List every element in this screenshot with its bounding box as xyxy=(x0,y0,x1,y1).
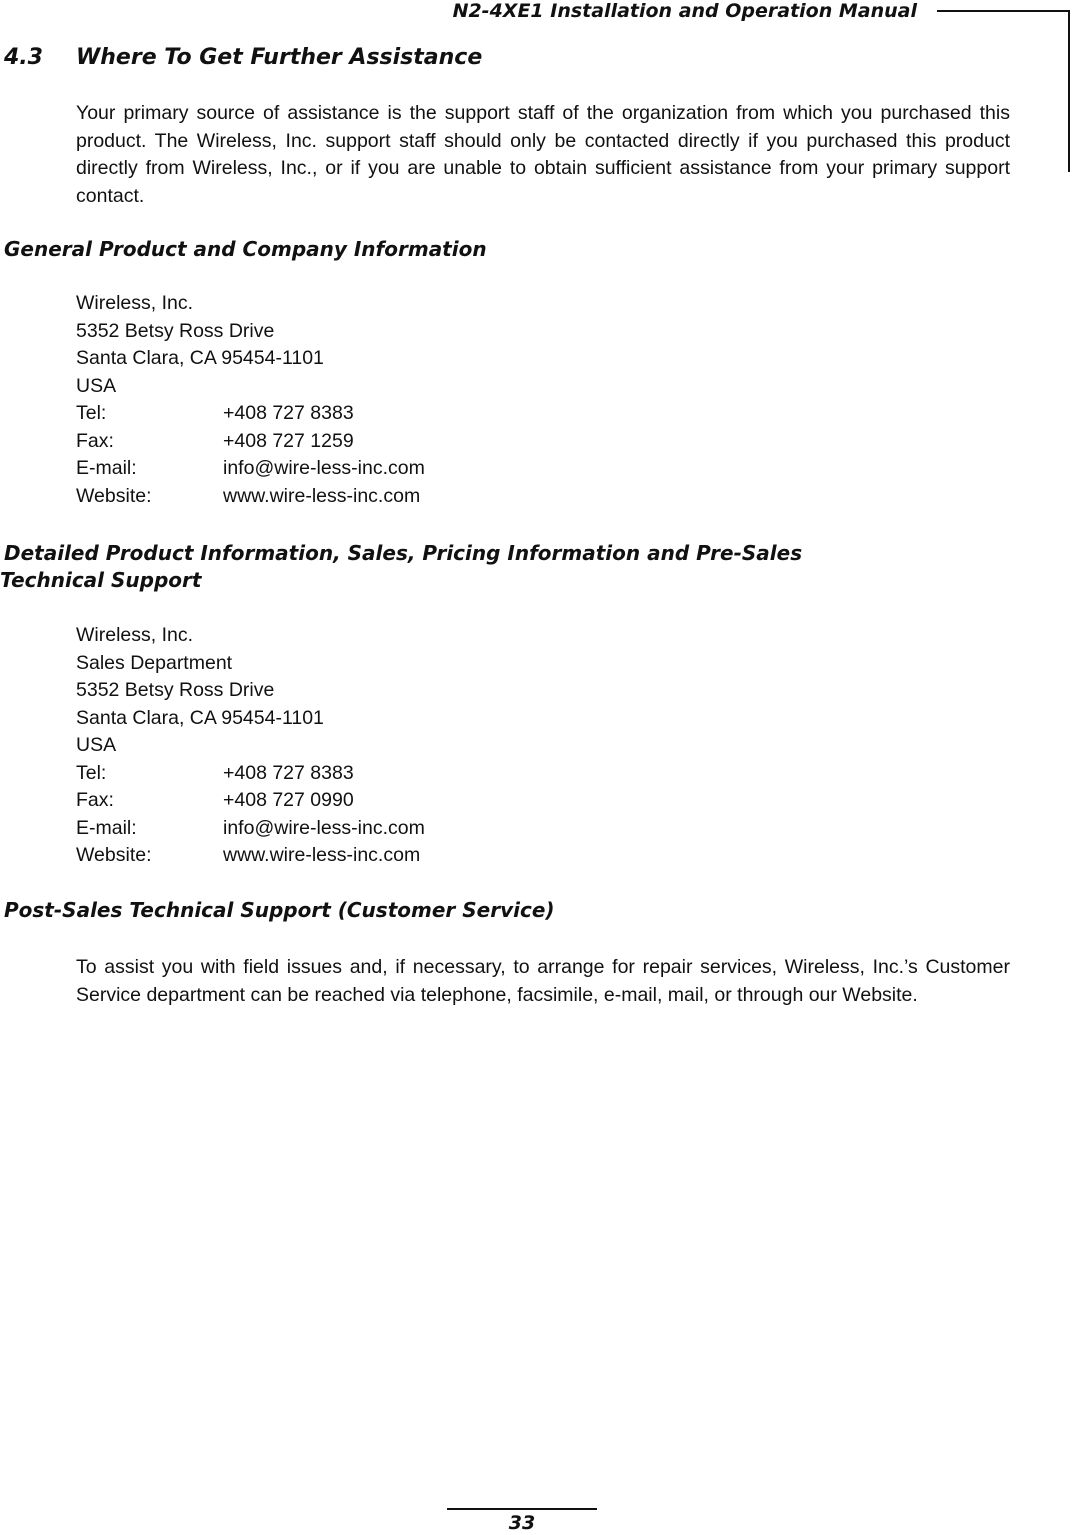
contact-label: Fax: xyxy=(76,789,114,811)
page-number: 33 xyxy=(508,1512,536,1534)
contact-email[interactable]: info@wire-less-inc.com xyxy=(223,457,425,479)
contact-row-email xyxy=(76,815,425,843)
address-line: Sales Department xyxy=(76,651,233,674)
contact-email[interactable]: info@wire-less-inc.com xyxy=(223,816,425,839)
intro-paragraph: Your primary source of assistance is the support staff of the organization from which you purchased this product. The Wireless, Inc. support staff should only be contacted directly if you purchased this product directly from Wireless, Inc., or if you are unable to obtain sufficient assistance from your primary support contact. xyxy=(76,102,1010,207)
contact-label: Tel: xyxy=(76,761,107,784)
header-vertical-rule xyxy=(1068,10,1070,172)
contact-label: Tel: xyxy=(76,402,107,424)
sales-address-block xyxy=(76,622,425,870)
section-heading xyxy=(4,44,482,72)
address-line: USA xyxy=(76,734,117,756)
contact-website[interactable]: www.wire-less-inc.com xyxy=(223,844,421,866)
address-line: Santa Clara, CA 95454-1101 xyxy=(76,347,324,369)
sales-heading-line2: Technical Support xyxy=(0,568,202,592)
contact-value: +408 727 8383 xyxy=(223,761,354,784)
footer-rule xyxy=(447,1508,597,1510)
contact-row-fax xyxy=(76,428,425,456)
address-line: 5352 Betsy Ross Drive xyxy=(76,679,275,701)
contact-row-website xyxy=(76,483,425,511)
contact-label: Fax: xyxy=(76,429,114,452)
section-number: 4.3 xyxy=(4,45,43,70)
post-sales-heading: Post-Sales Technical Support (Customer Service) xyxy=(4,898,555,922)
contact-label: Website: xyxy=(76,484,152,507)
address-line: USA xyxy=(76,374,117,397)
contact-value: +408 727 1259 xyxy=(223,429,354,452)
address-line: Santa Clara, CA 95454-1101 xyxy=(76,706,324,729)
contact-row-tel xyxy=(76,400,425,428)
contact-row-tel xyxy=(76,760,425,788)
contact-row-email xyxy=(76,455,425,483)
address-line: Wireless, Inc. xyxy=(76,624,194,646)
contact-value: +408 727 8383 xyxy=(223,402,354,424)
contact-row-fax xyxy=(76,787,425,815)
address-line: 5352 Betsy Ross Drive xyxy=(76,319,275,342)
contact-website[interactable]: www.wire-less-inc.com xyxy=(223,484,421,507)
contact-label: E-mail: xyxy=(76,816,137,839)
header-rule xyxy=(937,10,1070,12)
running-header-title: N2-4XE1 Installation and Operation Manual xyxy=(452,0,917,22)
general-info-heading: General Product and Company Information xyxy=(4,237,487,261)
post-sales-paragraph: To assist you with field issues and, if necessary, to arrange for repair services, Wireless, Inc.’s Customer Service department can be reached via telephone, facsimile, e-mail, mail, or through our Website. xyxy=(76,956,1010,1006)
address-line: Wireless, Inc. xyxy=(76,292,194,314)
contact-row-website xyxy=(76,842,425,870)
contact-value: +408 727 0990 xyxy=(223,789,354,811)
sales-heading-line1: Detailed Product Information, Sales, Pricing Information and Pre-Sales xyxy=(4,541,803,565)
contact-label: E-mail: xyxy=(76,457,137,479)
general-address-block xyxy=(76,290,425,510)
section-title: Where To Get Further Assistance xyxy=(76,45,483,70)
sales-info-heading xyxy=(0,540,803,594)
contact-label: Website: xyxy=(76,844,152,866)
